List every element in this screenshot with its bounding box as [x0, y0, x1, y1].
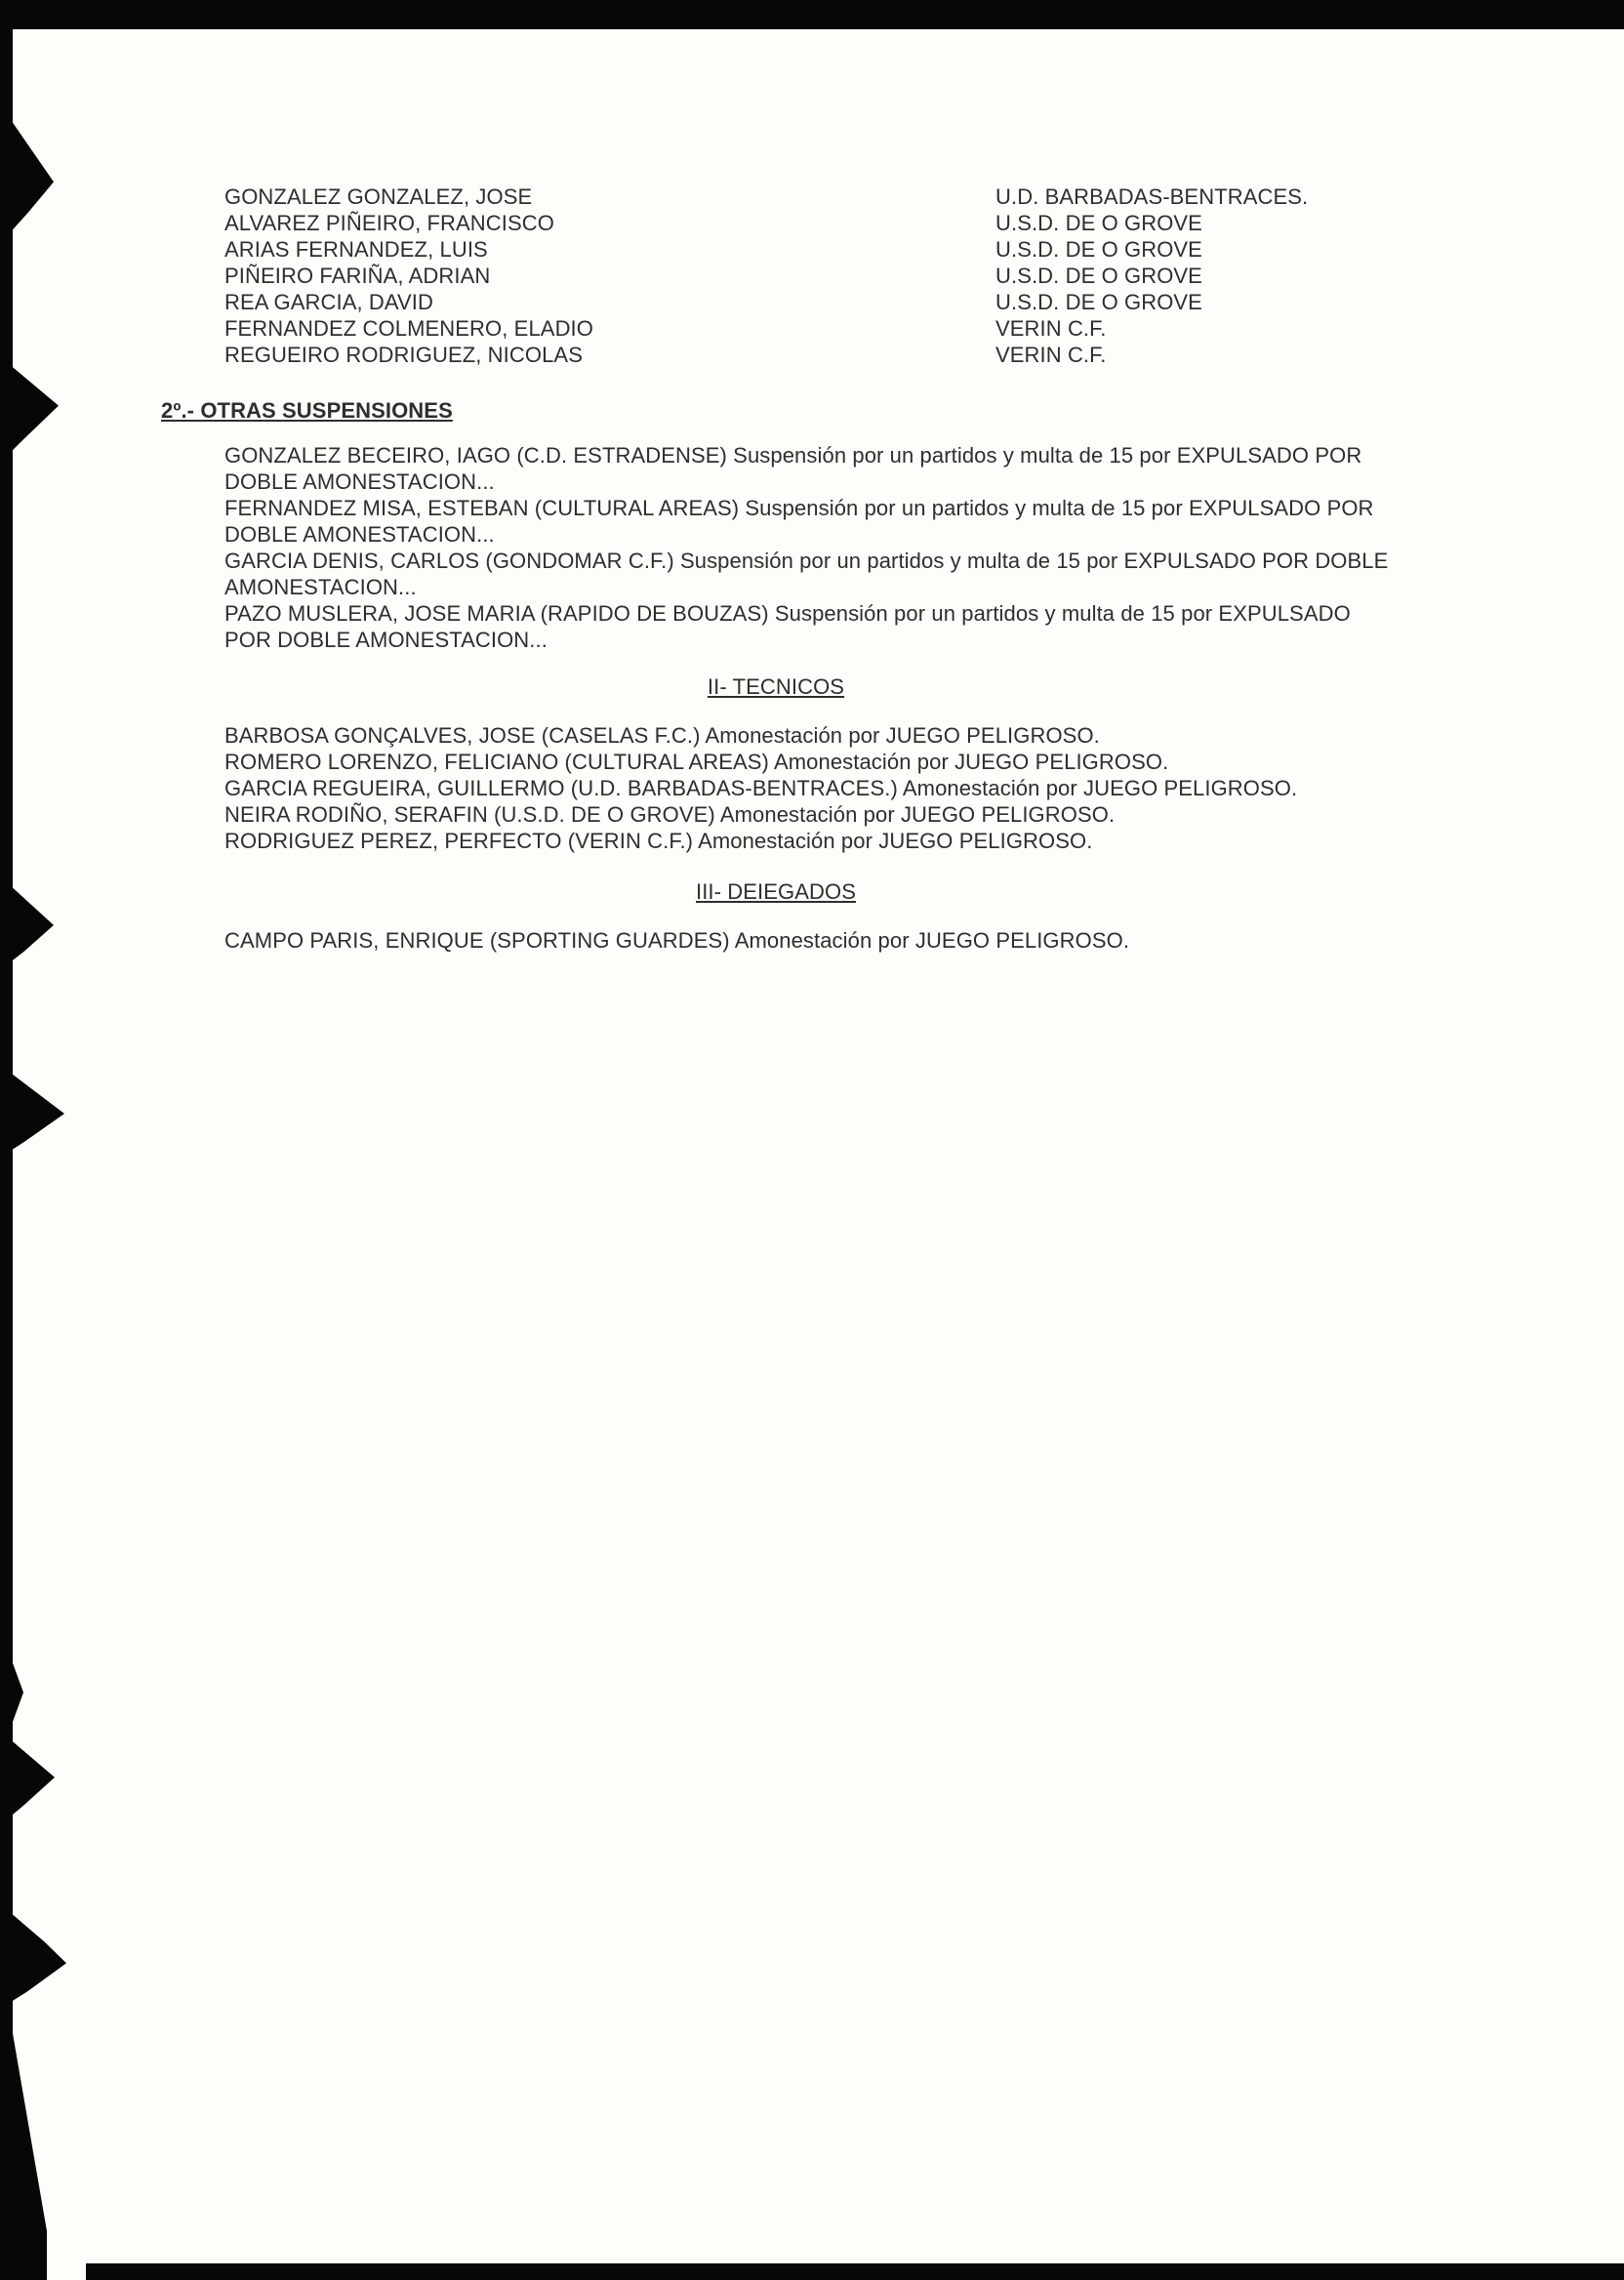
roster-row	[224, 289, 1308, 315]
delegados-heading: III- DEIEGADOS	[696, 879, 856, 904]
tecnicos-body	[224, 722, 1297, 854]
sanction-line: AMONESTACION...	[224, 575, 417, 599]
player-name: REA GARCIA, DAVID	[224, 290, 434, 314]
player-club: U.D. BARBADAS-BENTRACES.	[995, 184, 1309, 209]
sanction-line: PAZO MUSLERA, JOSE MARIA (RAPIDO DE BOUZAS) Suspensión por un partidos y multa de 15 por EXPULSADO	[224, 601, 1351, 626]
sanction-line: DOBLE AMONESTACION...	[224, 522, 495, 547]
delegado-line: CAMPO PARIS, ENRIQUE (SPORTING GUARDES) Amonestación por JUEGO PELIGROSO.	[224, 928, 1130, 953]
scan-blob	[0, 115, 54, 234]
scan-blob	[0, 876, 54, 970]
player-name: GONZALEZ GONZALEZ, JOSE	[224, 184, 533, 209]
player-club: U.S.D. DE O GROVE	[995, 264, 1202, 288]
scan-blob	[0, 2009, 47, 2280]
scan-blob	[0, 1648, 23, 1737]
player-name: REGUEIRO RODRIGUEZ, NICOLAS	[224, 343, 583, 367]
scan-blob	[0, 1730, 55, 1825]
otras-suspensiones-body	[224, 442, 1388, 653]
scan-top-bar	[0, 0, 1624, 29]
scan-bottom-bar	[86, 2263, 1624, 2280]
player-name: ARIAS FERNANDEZ, LUIS	[224, 237, 488, 262]
player-club: U.S.D. DE O GROVE	[995, 237, 1202, 262]
roster-row	[224, 342, 1308, 368]
roster-row	[224, 315, 1308, 342]
roster-row	[224, 183, 1308, 210]
tecnico-line: BARBOSA GONÇALVES, JOSE (CASELAS F.C.) Amonestación por JUEGO PELIGROSO.	[224, 723, 1100, 748]
player-name: PIÑEIRO FARIÑA, ADRIAN	[224, 264, 491, 288]
player-club: U.S.D. DE O GROVE	[995, 290, 1202, 314]
player-club: VERIN C.F.	[995, 343, 1107, 367]
sanction-line: GARCIA DENIS, CARLOS (GONDOMAR C.F.) Suspensión por un partidos y multa de 15 por EXPULSADO POR DOBLE	[224, 549, 1389, 573]
scan-blob	[0, 1905, 66, 2009]
roster-row	[224, 236, 1308, 263]
tecnicos-heading: II- TECNICOS	[707, 674, 845, 699]
player-name: ALVAREZ PIÑEIRO, FRANCISCO	[224, 211, 554, 235]
otras-suspensiones-heading: 2º.- OTRAS SUSPENSIONES	[161, 398, 453, 423]
sanction-line: DOBLE AMONESTACION...	[224, 469, 495, 494]
player-club: VERIN C.F.	[995, 316, 1107, 341]
tecnico-line: NEIRA RODIÑO, SERAFIN (U.S.D. DE O GROVE) Amonestación por JUEGO PELIGROSO.	[224, 802, 1116, 827]
sanction-line: POR DOBLE AMONESTACION...	[224, 628, 548, 652]
sanction-line: GONZALEZ BECEIRO, IAGO (C.D. ESTRADENSE) Suspensión por un partidos y multa de 15 por EXPULSADO POR	[224, 443, 1362, 468]
scan-blob	[0, 357, 59, 463]
tecnico-line: RODRIGUEZ PEREZ, PERFECTO (VERIN C.F.) Amonestación por JUEGO PELIGROSO.	[224, 829, 1093, 853]
player-roster	[224, 183, 1308, 368]
scan-blob	[0, 1070, 64, 1158]
tecnico-line: GARCIA REGUEIRA, GUILLERMO (U.D. BARBADAS-BENTRACES.) Amonestación por JUEGO PELIGROSO.	[224, 776, 1298, 800]
sanction-line: FERNANDEZ MISA, ESTEBAN (CULTURAL AREAS) Suspensión por un partidos y multa de 15 por EXPULSADO POR	[224, 496, 1374, 520]
delegados-body	[224, 927, 1129, 954]
player-name: FERNANDEZ COLMENERO, ELADIO	[224, 316, 593, 341]
roster-row	[224, 210, 1308, 236]
roster-row	[224, 263, 1308, 289]
player-club: U.S.D. DE O GROVE	[995, 211, 1202, 235]
tecnico-line: ROMERO LORENZO, FELICIANO (CULTURAL AREAS) Amonestación por JUEGO PELIGROSO.	[224, 750, 1169, 774]
